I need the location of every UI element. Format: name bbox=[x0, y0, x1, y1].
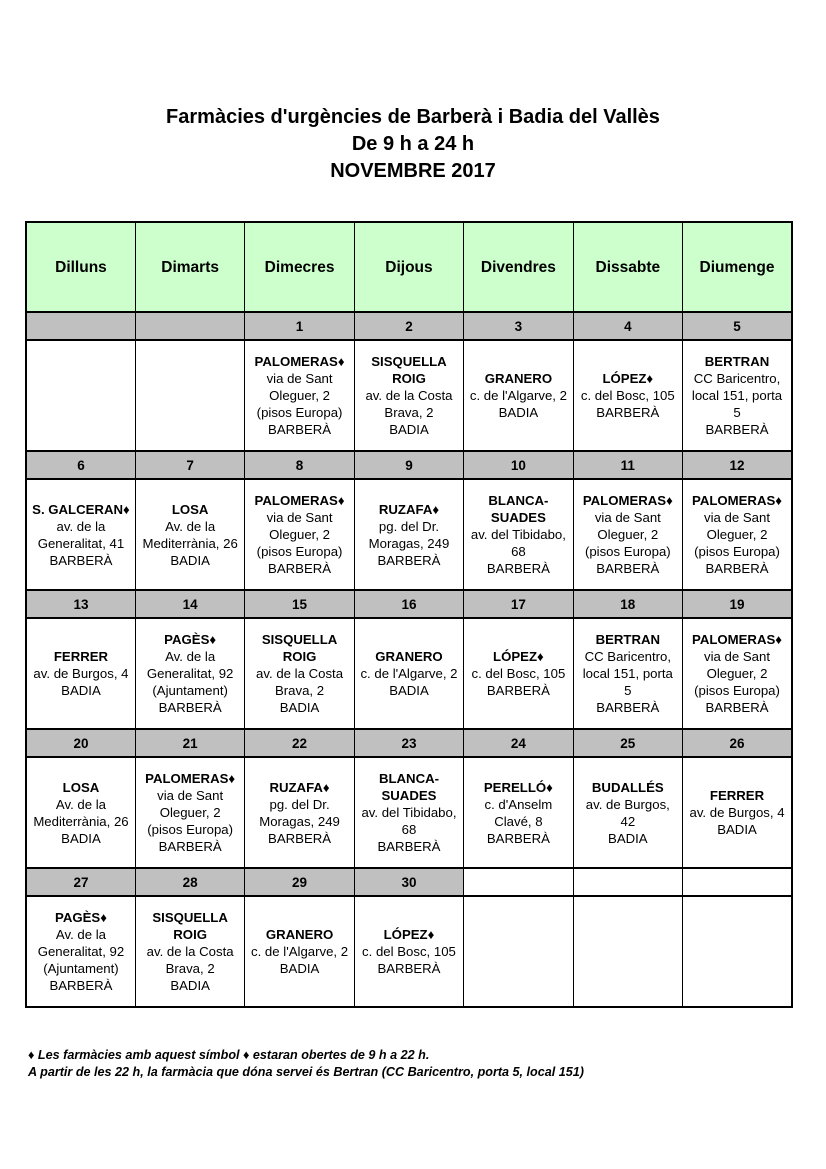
pharmacy-address-line: BADIA bbox=[170, 552, 210, 568]
pharmacy-address-line: BADIA bbox=[608, 830, 648, 846]
pharmacy-name: LOSA bbox=[171, 501, 209, 517]
pharmacy-address-line: BARBERÀ bbox=[377, 839, 441, 854]
pharmacy-address-line: BARBERÀ bbox=[705, 561, 769, 576]
pharmacy-name: PAGÈS♦ bbox=[164, 632, 217, 647]
pharmacy-address-line: av. de la Costa bbox=[365, 388, 453, 403]
pharmacy-cell bbox=[573, 896, 682, 1007]
pharmacy-address-line: via de Sant bbox=[266, 371, 333, 386]
pharmacy-address-line: pg. del Dr. bbox=[269, 796, 330, 812]
pharmacy-address-line: via de Sant bbox=[157, 788, 224, 803]
pharmacy-address-line: av. de Burgos, bbox=[585, 796, 670, 812]
pharmacy-address-line: BARBERÀ bbox=[158, 839, 222, 854]
date-number bbox=[683, 868, 792, 896]
pharmacy-address-line: Oleguer, 2 bbox=[706, 666, 768, 681]
pharmacy-cell bbox=[135, 340, 244, 451]
pharmacy-calendar bbox=[25, 221, 793, 1008]
weekday-header: Dilluns bbox=[26, 222, 135, 312]
pharmacy-address-line: BARBERÀ bbox=[486, 561, 550, 576]
date-number: 19 bbox=[683, 590, 792, 618]
pharmacy-cell bbox=[245, 618, 354, 729]
pharmacy-name: PALOMERAS♦ bbox=[692, 493, 783, 508]
pharmacy-address-line: Moragas, 249 bbox=[368, 535, 450, 551]
pharmacy-name: BERTRAN bbox=[704, 354, 770, 369]
pharmacy-address-line: CC Baricentro, bbox=[584, 649, 672, 664]
pharmacy-cell bbox=[683, 896, 792, 1007]
pharmacy-address-line: Generalitat, 92 bbox=[37, 944, 125, 959]
pharmacy-address-line: 5 bbox=[733, 405, 741, 420]
pharmacy-cell bbox=[245, 340, 354, 451]
date-number: 25 bbox=[573, 729, 682, 757]
pharmacy-cell bbox=[354, 896, 463, 1007]
pharmacy-address-line: Mediterrània, 26 bbox=[33, 813, 129, 829]
pharmacy-address-line: Mediterrània, 26 bbox=[142, 535, 238, 551]
weekday-header: Dijous bbox=[354, 222, 463, 312]
pharmacy-address-line: BARBERÀ bbox=[268, 561, 332, 576]
date-number: 17 bbox=[464, 590, 573, 618]
pharmacy-cell bbox=[26, 896, 135, 1007]
pharmacy-row bbox=[26, 757, 792, 868]
date-number bbox=[26, 312, 135, 340]
footnote-line-2: A partir de les 22 h, la farmàcia que dóna servei és Bertran (CC Baricentro, porta 5, local 151) bbox=[28, 1065, 584, 1079]
pharmacy-address-line: 42 bbox=[620, 813, 636, 829]
pharmacy-cell bbox=[245, 757, 354, 868]
pharmacy-address-line: (pisos Europa) bbox=[256, 544, 343, 559]
date-number: 20 bbox=[26, 729, 135, 757]
pharmacy-address-line: BADIA bbox=[61, 683, 101, 698]
pharmacy-address-line: c. de l'Algarve, 2 bbox=[360, 666, 458, 681]
date-number: 12 bbox=[683, 451, 792, 479]
pharmacy-name: BLANCA-SUADES bbox=[378, 771, 440, 803]
pharmacy-address-line: CC Baricentro, bbox=[693, 371, 781, 386]
pharmacy-address-line: BARBERÀ bbox=[158, 700, 222, 715]
date-number bbox=[135, 312, 244, 340]
pharmacy-address-line: av. del Tibidabo, bbox=[470, 527, 566, 542]
pharmacy-address-line: BARBERÀ bbox=[49, 978, 113, 993]
date-number: 11 bbox=[573, 451, 682, 479]
date-number: 3 bbox=[464, 312, 573, 340]
pharmacy-address-line: (pisos Europa) bbox=[147, 822, 234, 837]
pharmacy-name: FERRER bbox=[53, 649, 109, 664]
pharmacy-address-line: Brava, 2 bbox=[274, 683, 325, 698]
date-number: 15 bbox=[245, 590, 354, 618]
pharmacy-name: RUZAFA♦ bbox=[378, 501, 440, 517]
pharmacy-name: BUDALLÉS bbox=[591, 779, 664, 795]
date-number-row bbox=[26, 729, 792, 757]
date-number: 18 bbox=[573, 590, 682, 618]
pharmacy-address-line: c. del Bosc, 105 bbox=[580, 388, 675, 403]
pharmacy-address-line: local 151, porta bbox=[582, 666, 673, 681]
pharmacy-cell bbox=[354, 618, 463, 729]
date-number: 22 bbox=[245, 729, 354, 757]
date-number: 7 bbox=[135, 451, 244, 479]
pharmacy-address-line: av. de Burgos, 4 bbox=[33, 666, 129, 681]
pharmacy-cell bbox=[464, 896, 573, 1007]
pharmacy-address-line: c. d'Anselm bbox=[484, 796, 553, 812]
date-number: 2 bbox=[354, 312, 463, 340]
pharmacy-address-line: av. de Burgos, 4 bbox=[689, 805, 785, 820]
pharmacy-address-line: av. de la Costa bbox=[256, 666, 344, 681]
pharmacy-address-line: Oleguer, 2 bbox=[706, 527, 768, 542]
pharmacy-name: PALOMERAS♦ bbox=[254, 354, 345, 369]
page-title: Farmàcies d'urgències de Barberà i Badia del Vallès bbox=[166, 106, 660, 128]
weekday-header-row bbox=[26, 222, 792, 312]
pharmacy-name: PALOMERAS♦ bbox=[692, 632, 783, 647]
pharmacy-address-line: Av. de la bbox=[165, 518, 216, 534]
date-number-row bbox=[26, 312, 792, 340]
pharmacy-address-line: c. del Bosc, 105 bbox=[471, 666, 566, 681]
pharmacy-address-line: Av. de la bbox=[165, 649, 216, 664]
pharmacy-address-line: local 151, porta bbox=[691, 388, 783, 403]
date-number: 28 bbox=[135, 868, 244, 896]
date-number: 14 bbox=[135, 590, 244, 618]
pharmacy-cell bbox=[464, 618, 573, 729]
pharmacy-address-line: (Ajuntament) bbox=[43, 961, 119, 976]
date-number: 21 bbox=[135, 729, 244, 757]
pharmacy-cell bbox=[354, 479, 463, 590]
pharmacy-row bbox=[26, 479, 792, 590]
date-number: 5 bbox=[683, 312, 792, 340]
document-header bbox=[0, 104, 826, 185]
pharmacy-address-line: BARBERÀ bbox=[705, 422, 769, 437]
pharmacy-address-line: Oleguer, 2 bbox=[597, 527, 659, 542]
pharmacy-address-line: via de Sant bbox=[704, 510, 770, 525]
pharmacy-address-line: c. de l'Algarve, 2 bbox=[251, 944, 349, 959]
date-number: 10 bbox=[464, 451, 573, 479]
weekday-header: Dissabte bbox=[573, 222, 682, 312]
date-number-row bbox=[26, 590, 792, 618]
pharmacy-address-line: Brava, 2 bbox=[165, 961, 215, 976]
date-number: 27 bbox=[26, 868, 135, 896]
pharmacy-cell bbox=[464, 340, 573, 451]
pharmacy-address-line: Av. de la bbox=[55, 796, 107, 812]
pharmacy-address-line: Oleguer, 2 bbox=[269, 388, 330, 403]
pharmacy-name: PALOMERAS♦ bbox=[254, 493, 345, 508]
pharmacy-address-line: BARBERÀ bbox=[596, 561, 660, 576]
pharmacy-address-line: BADIA bbox=[717, 822, 757, 837]
pharmacy-cell bbox=[573, 618, 682, 729]
pharmacy-address-line: BADIA bbox=[498, 405, 539, 420]
pharmacy-address-line: 5 bbox=[624, 683, 632, 698]
pharmacy-address-line: Clavé, 8 bbox=[494, 813, 543, 829]
pharmacy-name: LÓPEZ♦ bbox=[493, 649, 544, 664]
pharmacy-address-line: av. del Tibidabo, bbox=[361, 805, 457, 820]
pharmacy-address-line: BARBERÀ bbox=[268, 422, 332, 437]
pharmacy-name: FERRER bbox=[709, 788, 765, 803]
pharmacy-address-line: Generalitat, 41 bbox=[37, 535, 125, 551]
date-number bbox=[464, 868, 573, 896]
pharmacy-name: SISQUELLA ROIG bbox=[371, 354, 447, 386]
pharmacy-cell bbox=[135, 618, 244, 729]
pharmacy-address-line: via de Sant bbox=[704, 649, 770, 664]
pharmacy-cell bbox=[683, 757, 792, 868]
pharmacy-address-line: BARBERÀ bbox=[486, 683, 550, 698]
month-subtitle: NOVEMBRE 2017 bbox=[330, 160, 496, 182]
footnote bbox=[28, 1047, 584, 1081]
pharmacy-name: LÓPEZ♦ bbox=[602, 371, 654, 386]
date-number: 30 bbox=[354, 868, 463, 896]
pharmacy-address-line: pg. del Dr. bbox=[378, 518, 440, 534]
pharmacy-address-line: (pisos Europa) bbox=[694, 544, 780, 559]
date-number: 13 bbox=[26, 590, 135, 618]
pharmacy-address-line: av. de la Costa bbox=[146, 944, 234, 959]
pharmacy-address-line: BARBERÀ bbox=[377, 552, 441, 568]
date-number: 6 bbox=[26, 451, 135, 479]
pharmacy-cell bbox=[26, 479, 135, 590]
pharmacy-name: BLANCA-SUADES bbox=[488, 493, 549, 525]
pharmacy-cell bbox=[245, 896, 354, 1007]
pharmacy-name: S. GALCERAN♦ bbox=[32, 501, 130, 517]
pharmacy-address-line: via de Sant bbox=[266, 510, 333, 525]
date-number: 9 bbox=[354, 451, 463, 479]
pharmacy-address-line: 68 bbox=[511, 544, 526, 559]
pharmacy-cell bbox=[683, 618, 792, 729]
date-number: 8 bbox=[245, 451, 354, 479]
pharmacy-name: PAGÈS♦ bbox=[55, 910, 107, 925]
pharmacy-cell bbox=[464, 479, 573, 590]
pharmacy-cell bbox=[354, 340, 463, 451]
pharmacy-row bbox=[26, 618, 792, 729]
pharmacy-address-line: 68 bbox=[401, 822, 417, 837]
pharmacy-row bbox=[26, 896, 792, 1007]
pharmacy-address-line: BADIA bbox=[389, 683, 429, 698]
pharmacy-cell bbox=[135, 757, 244, 868]
pharmacy-cell bbox=[245, 479, 354, 590]
pharmacy-address-line: BADIA bbox=[279, 961, 320, 976]
hours-subtitle: De 9 h a 24 h bbox=[351, 133, 475, 155]
pharmacy-address-line: via de Sant bbox=[594, 510, 661, 525]
pharmacy-address-line: Generalitat, 92 bbox=[146, 666, 234, 681]
pharmacy-address-line: (pisos Europa) bbox=[694, 683, 780, 698]
pharmacy-address-line: BARBERÀ bbox=[49, 552, 113, 568]
pharmacy-cell bbox=[573, 340, 682, 451]
pharmacy-address-line: BADIA bbox=[389, 422, 429, 437]
date-number-row bbox=[26, 868, 792, 896]
pharmacy-address-line: BARBERÀ bbox=[596, 405, 660, 420]
date-number: 4 bbox=[573, 312, 682, 340]
date-number: 23 bbox=[354, 729, 463, 757]
pharmacy-cell bbox=[26, 757, 135, 868]
weekday-header: Diumenge bbox=[683, 222, 792, 312]
pharmacy-address-line: BADIA bbox=[61, 830, 101, 846]
date-number: 1 bbox=[245, 312, 354, 340]
pharmacy-address-line: av. de la bbox=[56, 518, 106, 534]
pharmacy-cell bbox=[26, 618, 135, 729]
pharmacy-cell bbox=[135, 479, 244, 590]
pharmacy-name: RUZAFA♦ bbox=[269, 779, 330, 795]
pharmacy-name: PALOMERAS♦ bbox=[582, 493, 673, 508]
footnote-line-1: ♦ Les farmàcies amb aquest símbol ♦ estaran obertes de 9 h a 22 h. bbox=[28, 1048, 430, 1062]
pharmacy-name: LÓPEZ♦ bbox=[383, 927, 435, 942]
pharmacy-address-line: Oleguer, 2 bbox=[269, 527, 330, 542]
pharmacy-cell bbox=[683, 340, 792, 451]
pharmacy-cell bbox=[573, 757, 682, 868]
pharmacy-address-line: BARBERÀ bbox=[486, 830, 550, 846]
date-number: 24 bbox=[464, 729, 573, 757]
pharmacy-address-line: (Ajuntament) bbox=[152, 683, 228, 698]
pharmacy-address-line: BARBERÀ bbox=[596, 700, 660, 715]
pharmacy-cell bbox=[683, 479, 792, 590]
date-number: 29 bbox=[245, 868, 354, 896]
pharmacy-address-line: BADIA bbox=[279, 700, 320, 715]
pharmacy-address-line: Brava, 2 bbox=[384, 405, 434, 420]
pharmacy-cell bbox=[464, 757, 573, 868]
pharmacy-address-line: c. de l'Algarve, 2 bbox=[469, 388, 567, 403]
weekday-header: Dimarts bbox=[135, 222, 244, 312]
pharmacy-cell bbox=[135, 896, 244, 1007]
pharmacy-address-line: Oleguer, 2 bbox=[159, 805, 221, 820]
pharmacy-name: GRANERO bbox=[375, 649, 443, 664]
pharmacy-address-line: BADIA bbox=[170, 978, 210, 993]
date-number: 16 bbox=[354, 590, 463, 618]
pharmacy-cell bbox=[354, 757, 463, 868]
date-number: 26 bbox=[683, 729, 792, 757]
pharmacy-address-line: BARBERÀ bbox=[705, 700, 769, 715]
pharmacy-name: SISQUELLA ROIG bbox=[152, 910, 228, 942]
pharmacy-name: LOSA bbox=[62, 779, 100, 795]
pharmacy-address-line: c. del Bosc, 105 bbox=[362, 944, 456, 959]
pharmacy-name: SISQUELLA ROIG bbox=[261, 632, 338, 664]
pharmacy-address-line: (pisos Europa) bbox=[584, 544, 671, 559]
pharmacy-address-line: BARBERÀ bbox=[268, 830, 332, 846]
pharmacy-address-line: Av. de la bbox=[55, 927, 107, 942]
pharmacy-address-line: (pisos Europa) bbox=[256, 405, 343, 420]
pharmacy-name: GRANERO bbox=[484, 371, 553, 386]
pharmacy-name: PERELLÓ♦ bbox=[483, 779, 553, 795]
pharmacy-name: GRANERO bbox=[265, 927, 334, 942]
pharmacy-name: PALOMERAS♦ bbox=[145, 771, 236, 786]
weekday-header: Divendres bbox=[464, 222, 573, 312]
pharmacy-address-line: BARBERÀ bbox=[377, 961, 441, 976]
pharmacy-row bbox=[26, 340, 792, 451]
pharmacy-cell bbox=[573, 479, 682, 590]
pharmacy-address-line: Moragas, 249 bbox=[259, 813, 340, 829]
date-number-row bbox=[26, 451, 792, 479]
weekday-header: Dimecres bbox=[245, 222, 354, 312]
date-number bbox=[573, 868, 682, 896]
pharmacy-name: BERTRAN bbox=[595, 632, 661, 647]
pharmacy-cell bbox=[26, 340, 135, 451]
